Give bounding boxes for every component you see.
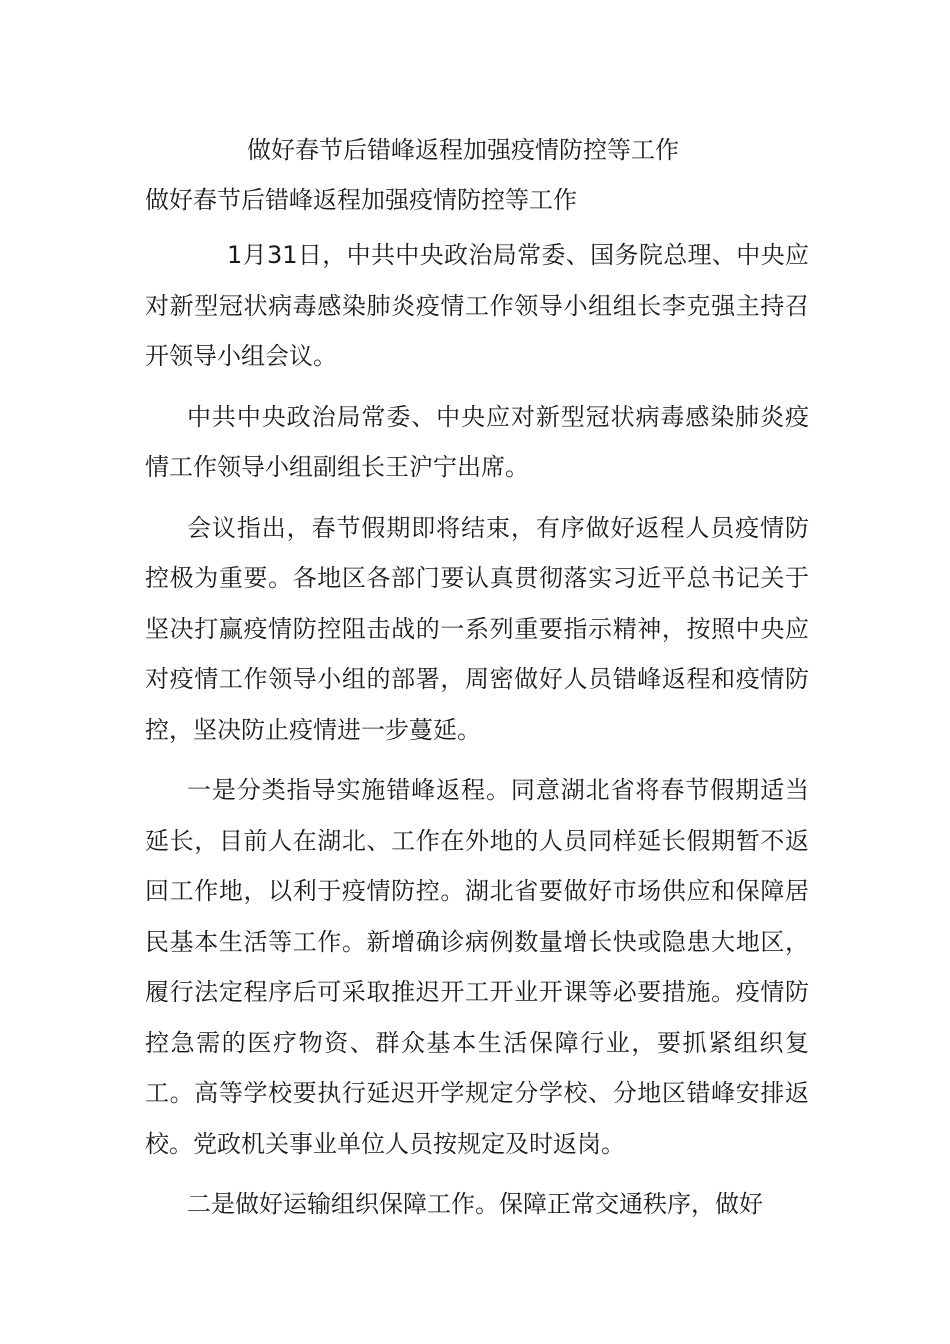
paragraph-point-one: 一是分类指导实施错峰返程。同意湖北省将春节假期适当延长，目前人在湖北、工作在外地的人员同样延长假期暂不返回工作地，以利于疫情防控。湖北省要做好市场供应和保障居民基本生活等工作。新增确诊病例数量增长快或隐患大地区，履行法定程序后可采取推迟开工开业开课等必要措施。疫情防控急需的医疗物资、群众基本生活保障行业，要抓紧组织复工。高等学校要执行延迟开学规定分学校、分地区错峰安排返校。党政机关事业单位人员按规定及时返岗。 — [145, 776, 809, 1158]
document-subtitle: 做好春节后错峰返程加强疫情防控等工作 — [145, 186, 577, 214]
paragraph-attendance: 中共中央政治局常委、中央应对新型冠状病毒感染肺炎疫情工作领导小组副组长王沪宁出席。 — [145, 402, 809, 481]
paragraph-meeting-intro: 1月31日，中共中央政治局常委、国务院总理、中央应对新型冠状病毒感染肺炎疫情工作领导小组组长李克强主持召开领导小组会议。 — [145, 241, 809, 370]
document-body — [145, 230, 809, 1240]
paragraph-point-two: 二是做好运输组织保障工作。保障正常交通秩序，做好 — [187, 1190, 763, 1218]
document-title: 做好春节后错峰返程加强疫情防控等工作 — [247, 136, 679, 164]
paragraph-meeting-points: 会议指出，春节假期即将结束，有序做好返程人员疫情防控极为重要。各地区各部门要认真贯彻落实习近平总书记关于坚决打赢疫情防控阻击战的一系列重要指示精神，按照中央应对疫情工作领导小组的部署，周密做好人员错峰返程和疫情防控，坚决防止疫情进一步蔓延。 — [145, 513, 809, 744]
